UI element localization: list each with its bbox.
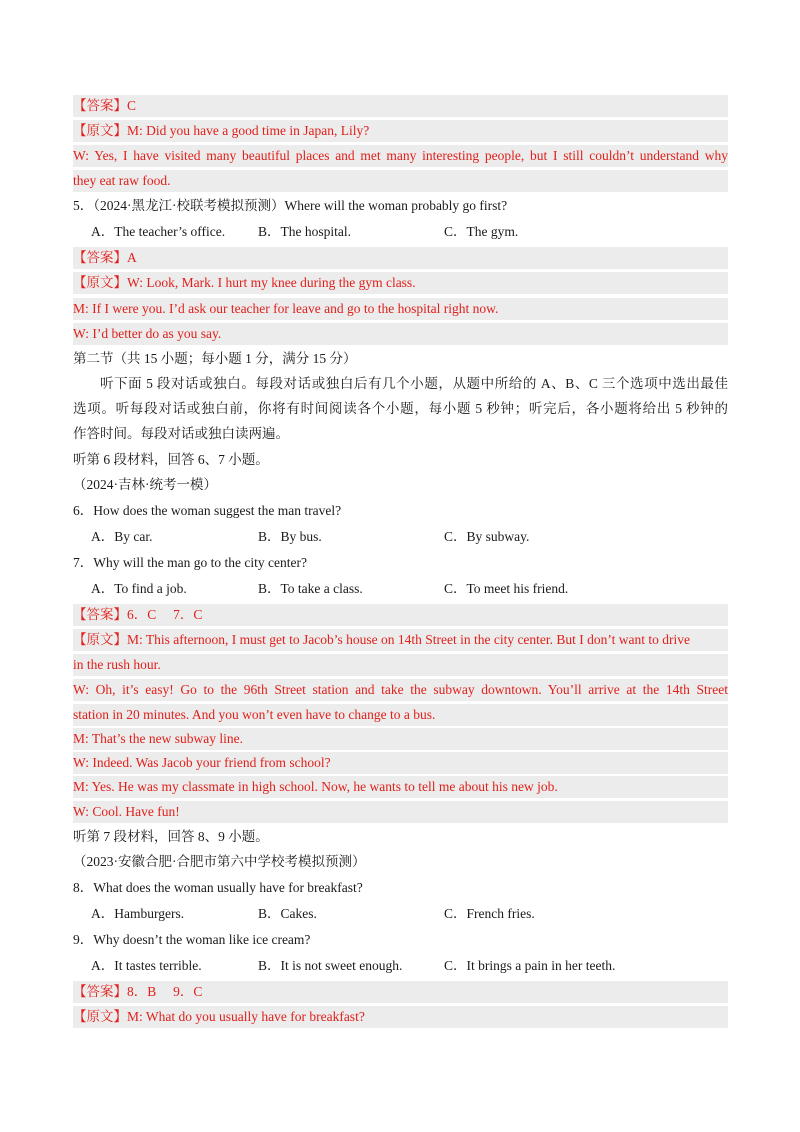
- options-q5: [73, 221, 728, 243]
- answer-tag: 【答案】: [73, 984, 127, 999]
- part7-heading: 听第 7 段材料，回答 8、9 小题。: [73, 829, 269, 844]
- transcript-q5-line2: M: If I were you. I’d ask our teacher for leave and go to the hospital right now.: [73, 298, 728, 320]
- transcript-text: M: Did you have a good time in Japan, Lily?: [127, 123, 370, 138]
- answer-q8-q9: [73, 981, 728, 1003]
- transcript-tag: 【原文】: [73, 123, 127, 138]
- section-instructions-line2: 选项。听每段对话或独白前，你将有时间阅读各个小题，每小题 5 秒钟；听完后，各小题将给出 5 秒钟的: [73, 401, 728, 416]
- part7-source: （2023·安徽合肥·合肥市第六中学校考模拟预测）: [73, 854, 366, 869]
- transcript-tag: 【原文】: [73, 632, 127, 647]
- transcript-q67-line7: M: Yes. He was my classmate in high school. Now, he wants to tell me about his new job.: [73, 776, 728, 798]
- transcript-q4-line2: W: Yes, I have visited many beautiful places and met many interesting people, but I still couldn’t understand why: [73, 145, 728, 167]
- option-c: C．The gym.: [444, 224, 519, 239]
- transcript-text: M: What do you usually have for breakfast?: [127, 1009, 365, 1024]
- transcript-q67-line5: M: That’s the new subway line.: [73, 728, 728, 750]
- question-9: 9．Why doesn’t the woman like ice cream?: [73, 932, 311, 947]
- transcript-text: W: Look, Mark. I hurt my knee during the gym class.: [127, 275, 416, 290]
- transcript-q67-line6: W: Indeed. Was Jacob your friend from school?: [73, 752, 728, 774]
- answer-q4: [73, 95, 728, 117]
- transcript-text: M: This afternoon, I must get to Jacob’s house on 14th Street in the city center. But I don’t want to drive: [127, 632, 691, 647]
- option-a: A．To find a job.: [91, 581, 187, 596]
- option-b: B．Cakes.: [258, 906, 317, 921]
- option-b: B．It is not sweet enough.: [258, 958, 403, 973]
- question-7: 7．Why will the man go to the city center?: [73, 555, 307, 570]
- section-instructions-line3: 作答时间。每段对话或独白读两遍。: [73, 426, 289, 441]
- options-q9: [73, 955, 728, 977]
- option-c: C．It brings a pain in her teeth.: [444, 958, 616, 973]
- options-q7: [73, 578, 728, 600]
- transcript-q5-line3: W: I’d better do as you say.: [73, 323, 728, 345]
- option-b: B．To take a class.: [258, 581, 363, 596]
- answer-value: 8．B 9．C: [127, 984, 203, 999]
- question-6: 6．How does the woman suggest the man travel?: [73, 503, 342, 518]
- part6-source: （2024·吉林·统考一模）: [73, 477, 217, 492]
- option-c: C．To meet his friend.: [444, 581, 569, 596]
- transcript-q67-line3: W: Oh, it’s easy! Go to the 96th Street station and take the subway downtown. You’ll arrive at the 14th Street: [73, 679, 728, 701]
- answer-tag: 【答案】: [73, 607, 127, 622]
- option-a: A．It tastes terrible.: [91, 958, 202, 973]
- transcript-q67-line4: station in 20 minutes. And you won’t even have to change to a bus.: [73, 704, 728, 726]
- part6-heading: 听第 6 段材料，回答 6、7 小题。: [73, 452, 269, 467]
- section-instructions-line1: 听下面 5 段对话或独白。每段对话或独白后有几个小题，从题中所给的 A、B、C 三个选项中选出最佳: [100, 376, 728, 391]
- transcript-q5-line1: [73, 272, 728, 294]
- transcript-q89-line1: [73, 1006, 728, 1028]
- question-5: 5．（2024·黑龙江·校联考模拟预测）Where will the woman probably go first?: [73, 198, 508, 213]
- answer-tag: 【答案】: [73, 98, 127, 113]
- answer-value: C: [127, 98, 137, 113]
- options-q6: [73, 526, 728, 548]
- answer-tag: 【答案】: [73, 250, 127, 265]
- options-q8: [73, 903, 728, 925]
- option-a: A．The teacher’s office.: [91, 224, 226, 239]
- option-a: A．By car.: [91, 529, 153, 544]
- option-b: B．The hospital.: [258, 224, 351, 239]
- answer-q6-q7: [73, 604, 728, 626]
- question-8: 8．What does the woman usually have for breakfast?: [73, 880, 363, 895]
- option-a: A．Hamburgers.: [91, 906, 185, 921]
- transcript-q67-line2: in the rush hour.: [73, 654, 728, 676]
- answer-q5: [73, 247, 728, 269]
- option-c: C．French fries.: [444, 906, 535, 921]
- option-b: B．By bus.: [258, 529, 322, 544]
- transcript-q4-line1: [73, 120, 728, 142]
- transcript-q67-line8: W: Cool. Have fun!: [73, 801, 728, 823]
- answer-value: A: [127, 250, 137, 265]
- answer-value: 6．C 7．C: [127, 607, 203, 622]
- option-c: C．By subway.: [444, 529, 530, 544]
- transcript-tag: 【原文】: [73, 1009, 127, 1024]
- transcript-q4-line3: they eat raw food.: [73, 170, 728, 192]
- transcript-tag: 【原文】: [73, 275, 127, 290]
- section-heading: 第二节（共 15 小题；每小题 1 分，满分 15 分）: [73, 351, 357, 366]
- transcript-q67-line1: [73, 629, 728, 651]
